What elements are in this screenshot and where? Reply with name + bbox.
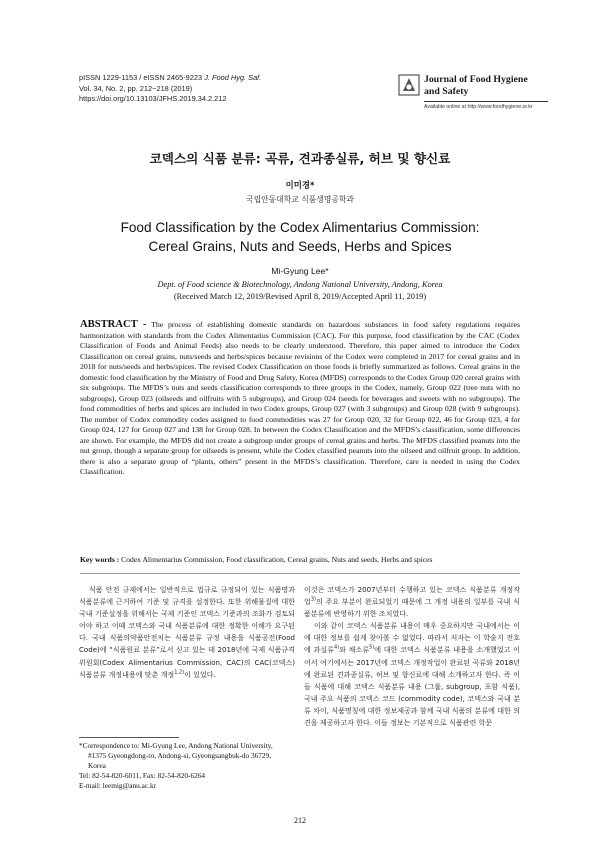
affiliation-korean: 국립안동대학교 식품생명공학과	[246, 195, 354, 204]
journal-logo-block	[398, 74, 548, 114]
keywords	[80, 555, 520, 564]
volume-info: Vol. 34, No. 2, pp. 212~218 (2019)	[79, 83, 193, 93]
author-english: Mi-Gyung Lee*	[271, 266, 329, 276]
body-paragraph: 이와 같이 코덱스 식품분류 내용이 매우 중요하지만 국내에서는 이에 대한 정보를 쉽게 찾아볼 수 없었다. 따라서 저자는 이 학술지 전호에 과실류$^{4)}$와 채소류$^{5)}$에 대한 코덱스 식품분류 내용을 소개했었고 이어서 여기에서는 2017년에 코덱스 개정작업이 완료된 곡류와 2018년에 완료된 견과종실류, 허브 및 향신료에 대해 소개하고자 한다. 즉 이들 식품에 대해 코덱스 식품분류 내용 (그룹, subgroup, 포함 식품), 국내 주요 식품의 코덱스 코드 (commodity code), 코덱스와 국내 분류 차이, 식품명칭에 대한 정보제공과 함께 국내 식품의 분류에 대한 의견을 제공하고자 한다. 이들 정보는 기본적으로 식품관련 학문	[304, 621, 520, 728]
footnote-divider	[79, 737, 179, 738]
journal-logo-icon	[398, 74, 420, 96]
body-column-left	[79, 584, 295, 681]
keywords-text: Codex Alimentarius Commission, Food classification, Cereal grains, Nuts and seeds, Herbs and spices	[119, 555, 433, 564]
doi-link[interactable]: https://doi.org/10.13103/JFHS.2019.34.2.212	[79, 94, 227, 104]
body-paragraph: 이것은 코덱스가 2007년부터 수행하고 있는 코덱스 식품분류 개정작업$^{3)}$의 주요 부분이 완료되었기 때문에 그 개정 내용의 일부를 국내 식품분류에 반영하기 위한 조치였다.	[304, 585, 520, 619]
author-korean: 이미경*	[285, 180, 315, 190]
affiliation-english: Dept. of Food science & Biotechnology, Andong National University, Andong, Korea	[157, 280, 443, 289]
section-divider	[80, 573, 520, 574]
journal-meta	[79, 73, 261, 105]
title-korean: 코덱스의 식품 분류: 곡류, 견과종실류, 허브 및 향신료	[149, 151, 451, 166]
body-column-right	[304, 584, 520, 729]
journal-name: Journal of Food Hygiene and Safety	[424, 74, 528, 97]
issn: pISSN 1229-1153 / eISSN 2465-9223	[79, 73, 203, 82]
journal-divider	[424, 101, 548, 102]
journal-url[interactable]: Available online at http://www.foodhygiene.or.kr	[424, 104, 533, 110]
abstract-text: The process of establishing domestic standards on hazardous substances in food safety regulations requires harmonization with standards from the Codex Alimentarius Commission (CAC). For this purpose, food classification by the CAC (Codex Classification of Foods and Animal Feeds) also needs to be clearly understood. Therefore, this paper aimed to introduce the Codex Classification on cereal grains, nuts/seeds and herbs/spices because revisions of the Codex were completed in 2017 for cereal grains and in 2018 for nuts/seeds and herbs/spices. The revised Codex Classification on those foods is briefly summarized as follows. Cereal grains in the domestic food classification by the Ministry of Food and Drug Safety, Korea (MFDS) corresponds to the Codex Group 020 cereal grains with six subgroups. The MFDS’s nuts and seeds classification corresponds to three groups in the Codex, namely, Group 022 (tree nuts with no subgroups), Group 023 (oilseeds and oilfruits with 5 subgroups), and Group 024 (seeds for beverages and sweets with no subgroups). The food commodities of herbs and spices are included in two Codex groups, Group 027 (with 3 subgroups) and Group 028 (with 9 subgroups). The number of Codex commodity codes assigned to food commodities was 27 for Group 020, 32 for Group 022, 46 for Group 023, 4 for Group 024, 127 for Group 027 and 138 for Group 028. In between the Codex Classification and the MFDS’s classification, some differences are shown. For example, the MFDS did not create a subgroup under groups of cereal grains and herbs. The MFDS classified peanuts into the nut group, though a separate group for oilseeds is present, while the Codex classified peanuts into the oilseed and oilfruit group. In addition, there is also a separate group of “plants, others” present in the MFDS’s classification. Therefore, care is needed in using the Codex Classification.	[80, 320, 520, 476]
abstract-heading: ABSTRACT -	[80, 319, 147, 330]
body-paragraph: 식품 안전 규제에서는 일반적으로 법규로 규정되어 있는 식품명과 식품분류에 근거하여 기준 및 규격을 설정한다. 또한 위해물질에 대한 국내 기준설정을 위해서는 국제 기준인 코덱스 기준과의 조화가 검토되어야 하고 이때 코덱스와 국내 식품분류에 대한 정확한 이해가 요구된다. 국내 식품의약품안전처는 식품분류 규정 내용을 식품공전(Food Code)에 “식품원료 분류”로서 싣고 있는 데 2018년에 국제 식품규격위원회(Codex Alimentarius Commission, CAC)의 CAC(코덱스) 식품분류 개정내용에 맞춘 개정$^{1,2)}$이 있었다.	[79, 585, 295, 679]
email-link[interactable]: E-mail: leemig@anu.ac.kr	[79, 781, 157, 790]
correspondence-footnote: *Correspondence to: Mi-Gyung Lee, Andong National University, #1375 Gyeongdong-ro, Andong-si, Gyeongsangbuk-do 36729, Korea Tel: 82-54-820-6011, Fax: 82-54-820-6264 E-mail: leemig@anu.ac.kr	[79, 741, 297, 791]
page-number: 212	[294, 816, 306, 825]
journal-abbr: J. Food Hyg. Saf.	[204, 73, 262, 82]
received-dates: (Received March 12, 2019/Revised April 8, 2019/Accepted April 11, 2019)	[173, 292, 427, 301]
keywords-label: Key words :	[80, 555, 120, 564]
abstract	[80, 320, 520, 478]
title-english: Food Classification by the Codex Alimentarius Commission: Cereal Grains, Nuts and Seeds, Herbs and Spices	[120, 220, 480, 254]
